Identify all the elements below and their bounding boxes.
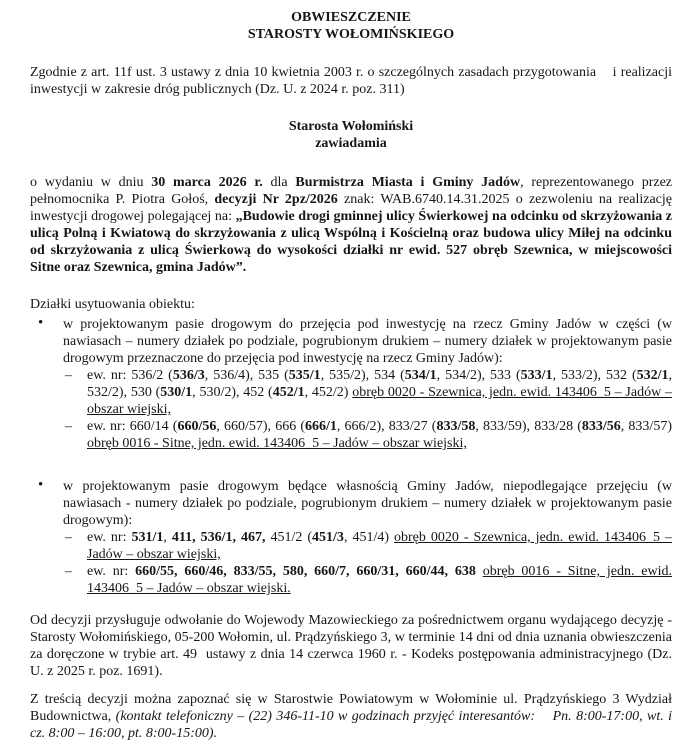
dash-icon: – [65,368,72,383]
subheading-line1: Starosta Wołomiński [288,119,414,134]
dash-icon: – [65,564,72,579]
plots-list [30,316,672,597]
list-item [30,316,672,452]
list-item [30,478,672,597]
bullet-icon: • [38,477,44,493]
bullet-icon: • [38,315,44,331]
dash-icon: – [65,530,72,545]
dash-icon: – [65,419,72,434]
document-title-line2: STAROSTY WOŁOMIŃSKIEGO [247,27,455,42]
document-title-line1: OBWIESZCZENIE [291,10,411,25]
subheading-line2: zawiadamia [315,136,387,151]
list-item-text: w projektowanym pasie drogowym będące własnością Gminy Jadów, niepodlegające przejęciu (w nawiasach - numery działek po podziale, pogrubionym drukiem – numery działek w projektowanym pasie drogowym): [63,479,672,528]
plots-heading: Działki usytuowania obiektu: [30,297,195,312]
sub-list-item [63,563,672,597]
legal-basis-paragraph: Zgodnie z art. 11f ust. 3 ustawy z dnia 10 kwietnia 2003 r. o szczególnych zasadach przygotowania i realizacji inwestycji w zakresie dróg publicznych (Dz. U. z 2024 r. poz. 311) [30,65,672,97]
sub-list-item-text: ew. nr: 531/1, 411, 536/1, 467, 451/2 (451/3, 451/4) obręb 0020 - Szewnica, jedn. ewid. 143406_5 – Jadów – obszar wiejski, [87,530,672,562]
sub-list-item [63,418,672,452]
sub-list-item [63,367,672,418]
sub-list-item-text: ew. nr: 660/55, 660/46, 833/55, 580, 660/7, 660/31, 660/44, 638 obręb 0016 - Sitne, jedn. ewid. 143406_5 – Jadów – obszar wiejski. [87,564,673,596]
sub-list-item-text: ew. nr: 660/14 (660/56, 660/57), 666 (666/1, 666/2), 833/27 (833/58, 833/59), 833/28 (833/56, 833/57) obręb 0016 - Sitne, jedn. ewid. 143406_5 – Jadów – obszar wiejski, [87,419,672,451]
contact-paragraph: Z treścią decyzji można zapoznać się w Starostwie Powiatowym w Wołominie ul. Prądzyńskiego 3 Wydział Budownictwa, (kontakt telefoniczny – (22) 346-11-10 w godzinach przyjęć interesantów: Pn. 8:00-17:00, wt. i cz. 8:00 – 16:00, pt. 8:00-15:00). [30,692,672,741]
subheading [30,118,672,152]
list-item-text: w projektowanym pasie drogowym do przejęcia pod inwestycję na rzecz Gminy Jadów w części (w nawiasach – numery działek po podziale, pogrubionym drukiem – numery działek w projektowanym pasie drogowym przeznaczone do przejęcia pod inwestycję na rzecz Gminy Jadów): [63,317,672,366]
sub-list-item [63,529,672,563]
document-title [30,9,672,43]
sub-list-item-text: ew. nr: 536/2 (536/3, 536/4), 535 (535/1, 535/2), 534 (534/1, 534/2), 533 (533/1, 533/2), 532 (532/1, 532/2), 530 (530/1, 530/2), 452 (452/1, 452/2) obręb 0020 - Szewnica, jedn. ewid. 143406_5 – Jadów – obszar wiejski, [87,368,672,417]
decision-paragraph: o wydaniu w dniu 30 marca 2026 r. dla Burmistrza Miasta i Gminy Jadów, reprezentowanego przez pełnomocnika P. Piotra Gołoś, decyzji Nr 2pz/2026 znak: WAB.6740.14.31.2025 o zezwoleniu na realizację inwestycji drogowej polegającej na: „Budowie drogi gminnej ulicy Świerkowej na odcinku od skrzyżowania z ulicą Polną i Kwiatową do skrzyżowania z ulicą Wspólną i Kościelną oraz budowa ulicy Miłej na odcinku od skrzyżowania z ulicą Świerkową do wysokości działki nr ewid. 527 obręb Szewnica, w miejscowości Sitne oraz Szewnica, gmina Jadów”. [30,175,673,275]
appeal-paragraph: Od decyzji przysługuje odwołanie do Wojewody Mazowieckiego za pośrednictwem organu wydającego decyzję - Starosty Wołomińskiego, 05-200 Wołomin, ul. Prądzyńskiego 3, w terminie 14 dni od dnia uznania obwieszczenia za doręczone w trybie art. 49 ustawy z dnia 14 czerwca 1960 r. - Kodeks postępowania administracyjnego (Dz. U. z 2025 r. poz. 1691). [30,613,672,679]
